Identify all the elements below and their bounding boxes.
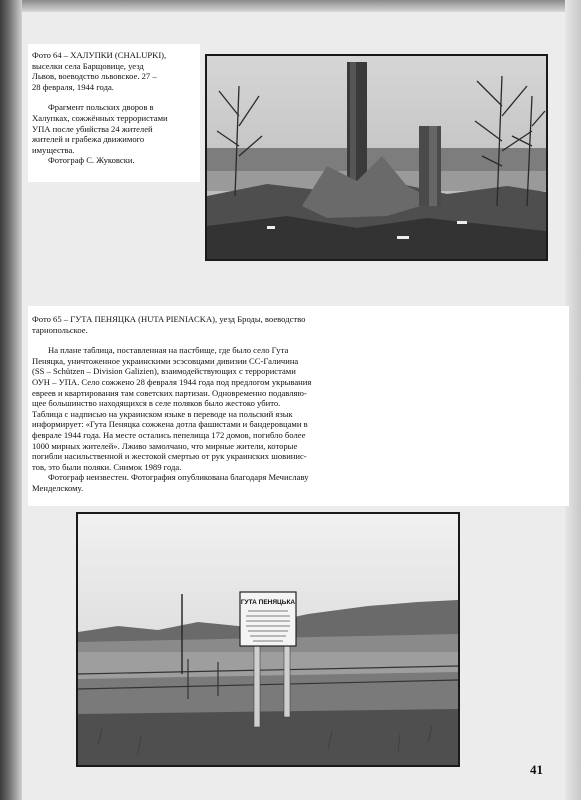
- caption64-line: имущества.: [32, 144, 75, 155]
- caption65-body-line: информирует: «Гута Пеняцка сожжена дотла фашистами и бандеровцами в: [32, 419, 308, 430]
- caption65-body-line: 1000 мирных жителей». Лживо замолчано, что мирные жители, которые: [32, 440, 298, 451]
- caption65-body-line: ОУН – УПА. Село сожжено 28 февраля 1944 года под предлогом укрывания: [32, 376, 312, 387]
- photo-65-memorial-sign: [76, 512, 460, 767]
- caption64-line: УПА после убийства 24 жителей: [32, 123, 153, 134]
- caption64-line: Халупках, сожжённых террористами: [32, 112, 168, 123]
- caption65-body-line: феврале 1944 года. На месте остались пепелища 172 домов, погибло более: [32, 429, 306, 440]
- caption64-line: Львов, воеводство львовское. 27 –: [32, 71, 157, 82]
- caption65-heading-line: Фото 65 – ГУТА ПЕНЯЦКА (HUTA PIENIACKA), уезд Броды, воеводство: [32, 314, 306, 324]
- caption65-body-line: Пеняцка, уничтоженное украинскими эсэсовцами дивизии СС-Галичина: [32, 355, 299, 366]
- caption64-photographer: Фотограф С. Жуковски.: [48, 155, 135, 166]
- ruins-photo-image: [207, 56, 546, 259]
- page-edge-top: [0, 0, 581, 12]
- caption65-body-line: На плане таблица, поставленная на пастбище, где было село Гута: [48, 345, 289, 356]
- caption65-photographer-line: Фотограф неизвестен. Фотография опубликована благодаря Мечиславу: [48, 472, 309, 483]
- caption65-body-line: (SS – Schützen – Division Galizien), взаимодействующих с террористами: [32, 366, 296, 377]
- caption65-photographer-line: Менделскому.: [32, 482, 84, 493]
- page-number: 41: [530, 762, 543, 777]
- caption65-body-line: Таблица с надписью на украинском языке в переводе на польский язык: [32, 408, 293, 419]
- caption65-body-line: погибли насильственной и жестокой смертью от рук украинских шовинис-: [32, 451, 307, 462]
- caption-photo-65: [28, 306, 569, 506]
- caption64-line: Фрагмент польских дворов в: [48, 102, 154, 113]
- caption64-line: Фото 64 – ХАЛУПКИ (CHALUPKI),: [32, 50, 167, 60]
- caption-photo-64: [28, 44, 200, 182]
- caption65-body-line: тов, это были поляки. Снимок 1989 года.: [32, 461, 182, 472]
- caption64-line: выселки села Барщовице, уезд: [32, 60, 144, 71]
- caption65-heading-line: тарнопольское.: [32, 324, 88, 335]
- caption65-body-line: евреев и квартирования там советских партизан. Одновременно подавляю-: [32, 387, 307, 398]
- caption64-line: 28 февраля, 1944 года.: [32, 81, 114, 92]
- sign-title: ГУТА ПЕНЯЦЬКА: [240, 599, 296, 606]
- page-edge-left: [0, 0, 22, 800]
- caption64-line: жителей и грабежа движимого: [32, 134, 145, 145]
- sign-photo-image: [78, 514, 458, 765]
- caption65-body-line: щее большинство находящихся в селе поляков было жестоко убито.: [32, 398, 281, 409]
- photo-64-ruins: [205, 54, 548, 261]
